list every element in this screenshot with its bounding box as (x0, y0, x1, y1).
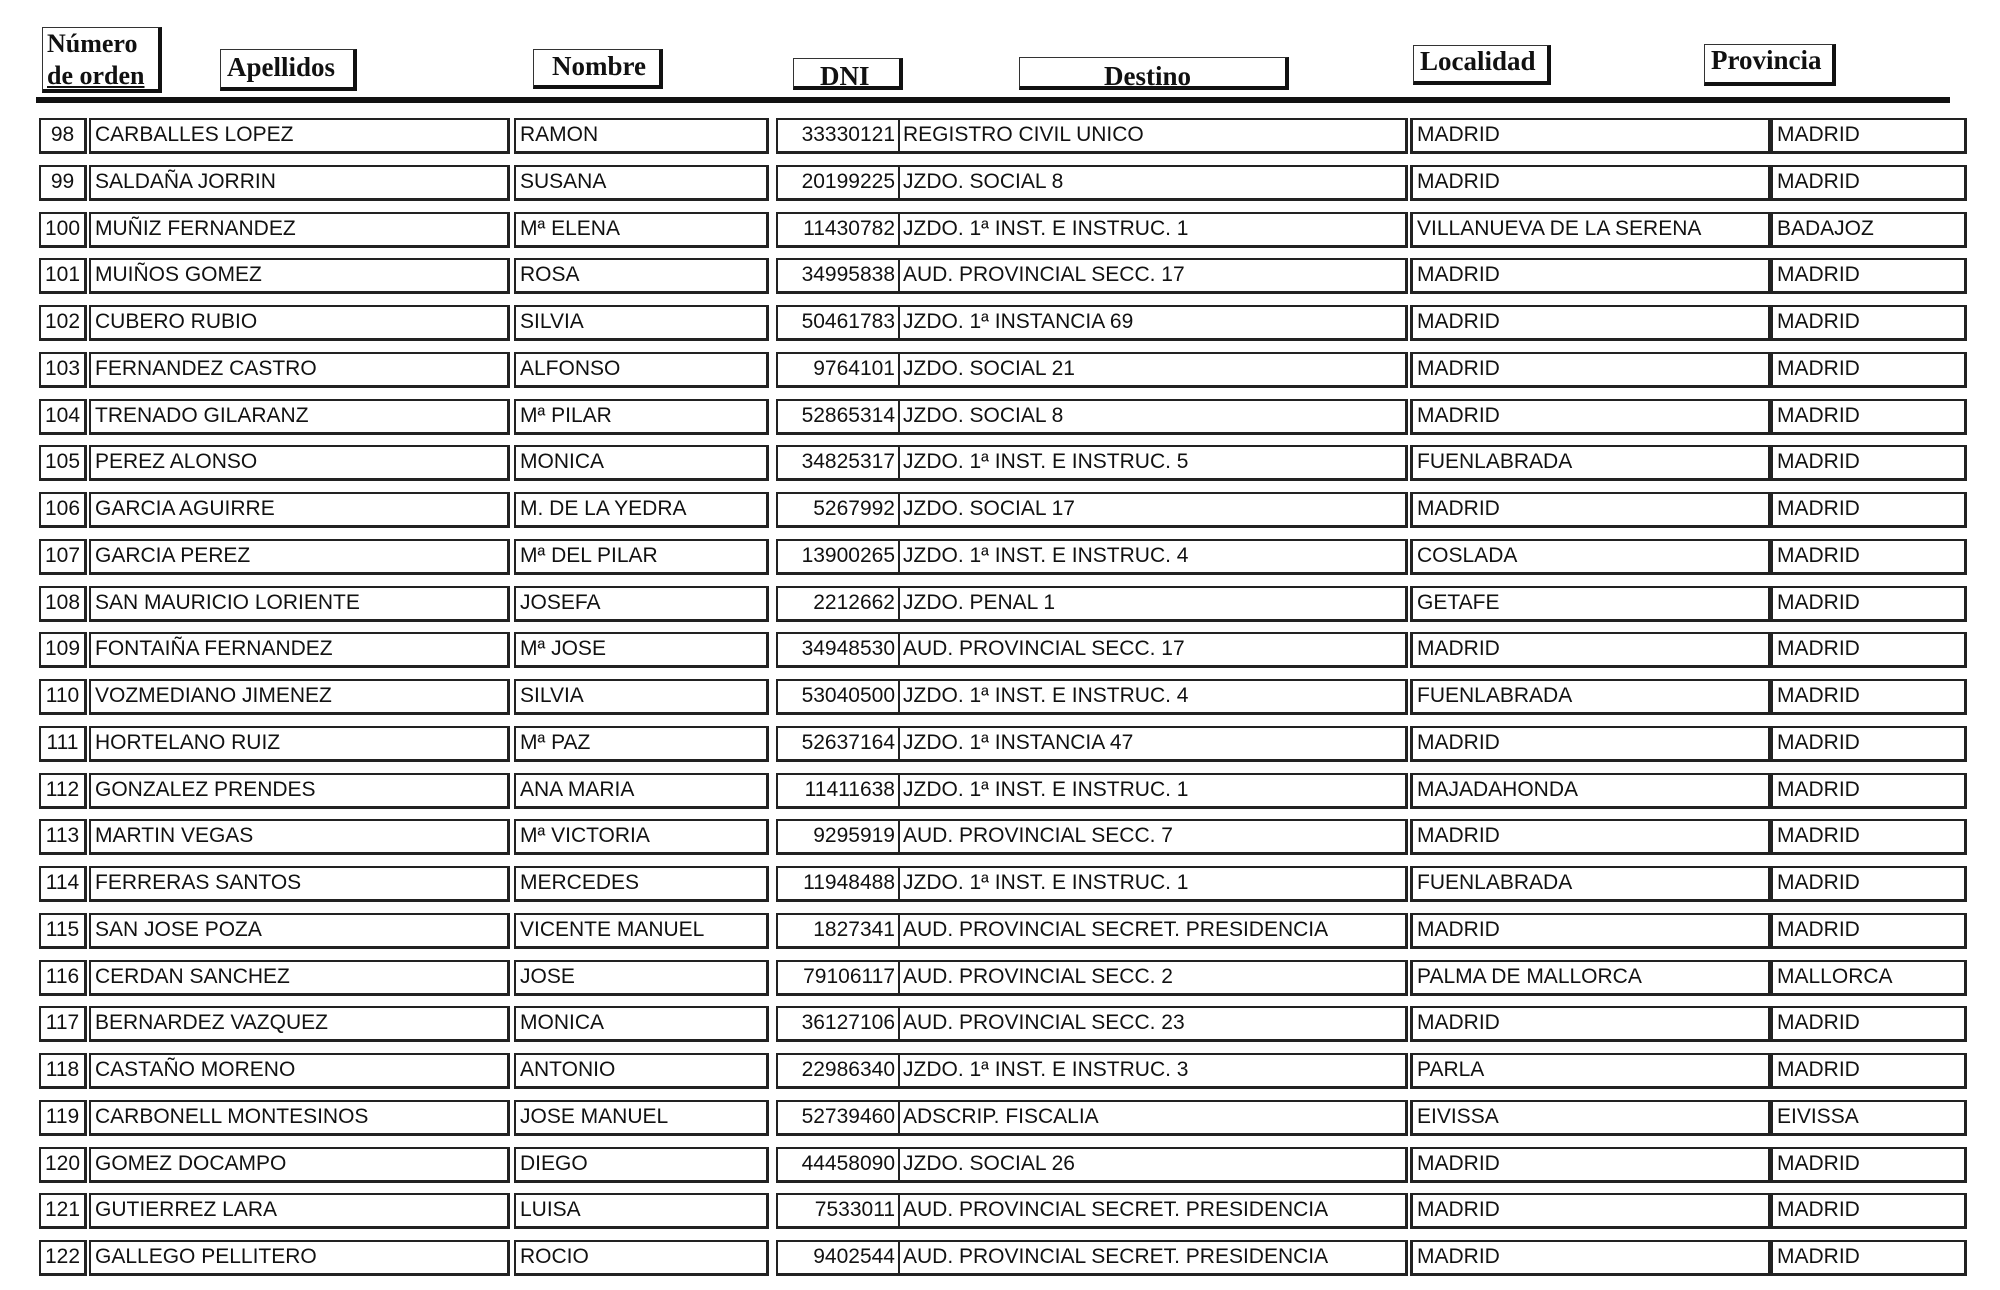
destino-cell: JZDO. SOCIAL 8 (899, 165, 1408, 201)
row-number: 98 (39, 118, 87, 154)
row-number: 121 (39, 1193, 87, 1229)
provincia-cell: MADRID (1771, 1240, 1967, 1276)
row-number: 117 (39, 1006, 87, 1042)
dni-cell: 52865314 (776, 399, 899, 435)
header-numero-orden (42, 27, 162, 93)
destino-cell: JZDO. SOCIAL 8 (899, 399, 1408, 435)
table-row (0, 539, 2000, 575)
localidad-cell: MADRID (1410, 819, 1771, 855)
row-number: 100 (39, 212, 87, 248)
destino-cell: JZDO. 1ª INST. E INSTRUC. 4 (899, 539, 1408, 575)
nombre-cell: M. DE LA YEDRA (514, 492, 769, 528)
dni-cell: 79106117 (776, 960, 899, 996)
dni-cell: 11411638 (776, 773, 899, 809)
localidad-cell: GETAFE (1410, 586, 1771, 622)
localidad-cell: MADRID (1410, 258, 1771, 294)
dni-cell: 34948530 (776, 632, 899, 668)
localidad-cell: PALMA DE MALLORCA (1410, 960, 1771, 996)
apellidos-cell: CUBERO RUBIO (89, 305, 510, 341)
destino-cell: AUD. PROVINCIAL SECC. 23 (899, 1006, 1408, 1042)
nombre-cell: Mª PILAR (514, 399, 769, 435)
localidad-cell: MADRID (1410, 352, 1771, 388)
dni-cell: 13900265 (776, 539, 899, 575)
destino-cell: JZDO. SOCIAL 17 (899, 492, 1408, 528)
apellidos-cell: FERNANDEZ CASTRO (89, 352, 510, 388)
nombre-cell: JOSE MANUEL (514, 1100, 769, 1136)
table-row (0, 305, 2000, 341)
table-row (0, 1147, 2000, 1183)
destino-cell: JZDO. 1ª INST. E INSTRUC. 5 (899, 445, 1408, 481)
table-row (0, 492, 2000, 528)
localidad-cell: FUENLABRADA (1410, 866, 1771, 902)
localidad-cell: MADRID (1410, 1193, 1771, 1229)
destino-cell: AUD. PROVINCIAL SECC. 7 (899, 819, 1408, 855)
header-divider (36, 97, 1950, 103)
apellidos-cell: TRENADO GILARANZ (89, 399, 510, 435)
table-row (0, 773, 2000, 809)
provincia-cell: MADRID (1771, 632, 1967, 668)
table-row (0, 679, 2000, 715)
table-row (0, 586, 2000, 622)
apellidos-cell: GOMEZ DOCAMPO (89, 1147, 510, 1183)
nombre-cell: ANA MARIA (514, 773, 769, 809)
provincia-cell: MADRID (1771, 539, 1967, 575)
dni-cell: 33330121 (776, 118, 899, 154)
destino-cell: ADSCRIP. FISCALIA (899, 1100, 1408, 1136)
table-row (0, 632, 2000, 668)
nombre-cell: ROCIO (514, 1240, 769, 1276)
apellidos-cell: SALDAÑA JORRIN (89, 165, 510, 201)
row-number: 101 (39, 258, 87, 294)
table-row (0, 352, 2000, 388)
apellidos-cell: PEREZ ALONSO (89, 445, 510, 481)
destino-cell: JZDO. 1ª INST. E INSTRUC. 1 (899, 212, 1408, 248)
localidad-cell: MADRID (1410, 165, 1771, 201)
dni-cell: 20199225 (776, 165, 899, 201)
nombre-cell: SILVIA (514, 679, 769, 715)
provincia-cell: MADRID (1771, 1147, 1967, 1183)
apellidos-cell: GARCIA AGUIRRE (89, 492, 510, 528)
table-row (0, 1193, 2000, 1229)
dni-cell: 36127106 (776, 1006, 899, 1042)
row-number: 104 (39, 399, 87, 435)
apellidos-cell: VOZMEDIANO JIMENEZ (89, 679, 510, 715)
dni-cell: 9764101 (776, 352, 899, 388)
provincia-cell: MADRID (1771, 118, 1967, 154)
apellidos-cell: SAN JOSE POZA (89, 913, 510, 949)
provincia-cell: MADRID (1771, 679, 1967, 715)
provincia-cell: MADRID (1771, 773, 1967, 809)
dni-cell: 11948488 (776, 866, 899, 902)
table-row (0, 212, 2000, 248)
destino-cell: JZDO. 1ª INST. E INSTRUC. 1 (899, 773, 1408, 809)
localidad-cell: MADRID (1410, 1147, 1771, 1183)
localidad-cell: MADRID (1410, 399, 1771, 435)
apellidos-cell: BERNARDEZ VAZQUEZ (89, 1006, 510, 1042)
table-row (0, 1240, 2000, 1276)
destino-cell: JZDO. 1ª INSTANCIA 69 (899, 305, 1408, 341)
provincia-cell: MADRID (1771, 352, 1967, 388)
dni-cell: 34825317 (776, 445, 899, 481)
destino-cell: JZDO. 1ª INST. E INSTRUC. 1 (899, 866, 1408, 902)
table-row (0, 399, 2000, 435)
localidad-cell: MADRID (1410, 305, 1771, 341)
table-row (0, 445, 2000, 481)
table-row (0, 118, 2000, 154)
table-row (0, 913, 2000, 949)
dni-cell: 1827341 (776, 913, 899, 949)
localidad-cell: EIVISSA (1410, 1100, 1771, 1136)
nombre-cell: Mª ELENA (514, 212, 769, 248)
provincia-cell: MADRID (1771, 819, 1967, 855)
localidad-cell: PARLA (1410, 1053, 1771, 1089)
row-number: 112 (39, 773, 87, 809)
row-number: 113 (39, 819, 87, 855)
nombre-cell: Mª PAZ (514, 726, 769, 762)
nombre-cell: ANTONIO (514, 1053, 769, 1089)
nombre-cell: Mª JOSE (514, 632, 769, 668)
provincia-cell: MADRID (1771, 866, 1967, 902)
nombre-cell: Mª VICTORIA (514, 819, 769, 855)
provincia-cell: MADRID (1771, 305, 1967, 341)
localidad-cell: MADRID (1410, 1240, 1771, 1276)
dni-cell: 11430782 (776, 212, 899, 248)
row-number: 99 (39, 165, 87, 201)
destino-cell: AUD. PROVINCIAL SECC. 17 (899, 258, 1408, 294)
localidad-cell: VILLANUEVA DE LA SERENA (1410, 212, 1771, 248)
row-number: 109 (39, 632, 87, 668)
table-row (0, 1053, 2000, 1089)
table-row (0, 258, 2000, 294)
nombre-cell: ROSA (514, 258, 769, 294)
provincia-cell: MADRID (1771, 1053, 1967, 1089)
nombre-cell: MERCEDES (514, 866, 769, 902)
nombre-cell: RAMON (514, 118, 769, 154)
header-dni: DNI (793, 58, 903, 90)
row-number: 120 (39, 1147, 87, 1183)
dni-cell: 53040500 (776, 679, 899, 715)
nombre-cell: DIEGO (514, 1147, 769, 1183)
destino-cell: AUD. PROVINCIAL SECRET. PRESIDENCIA (899, 1240, 1408, 1276)
localidad-cell: MAJADAHONDA (1410, 773, 1771, 809)
apellidos-cell: MUIÑOS GOMEZ (89, 258, 510, 294)
row-number: 105 (39, 445, 87, 481)
dni-cell: 44458090 (776, 1147, 899, 1183)
provincia-cell: MADRID (1771, 258, 1967, 294)
destino-cell: JZDO. 1ª INST. E INSTRUC. 3 (899, 1053, 1408, 1089)
dni-cell: 7533011 (776, 1193, 899, 1229)
provincia-cell: MADRID (1771, 726, 1967, 762)
table-row (0, 726, 2000, 762)
localidad-cell: MADRID (1410, 632, 1771, 668)
apellidos-cell: GALLEGO PELLITERO (89, 1240, 510, 1276)
destino-cell: JZDO. SOCIAL 26 (899, 1147, 1408, 1183)
table-row (0, 866, 2000, 902)
destino-cell: JZDO. SOCIAL 21 (899, 352, 1408, 388)
provincia-cell: MADRID (1771, 913, 1967, 949)
localidad-cell: MADRID (1410, 492, 1771, 528)
row-number: 119 (39, 1100, 87, 1136)
header-destino: Destino (1019, 57, 1289, 90)
header-numero-line1: Número (47, 29, 138, 58)
apellidos-cell: CERDAN SANCHEZ (89, 960, 510, 996)
nombre-cell: SILVIA (514, 305, 769, 341)
apellidos-cell: SAN MAURICIO LORIENTE (89, 586, 510, 622)
localidad-cell: MADRID (1410, 1006, 1771, 1042)
table-row (0, 165, 2000, 201)
provincia-cell: EIVISSA (1771, 1100, 1967, 1136)
dni-cell: 22986340 (776, 1053, 899, 1089)
apellidos-cell: GARCIA PEREZ (89, 539, 510, 575)
provincia-cell: MADRID (1771, 1006, 1967, 1042)
dni-cell: 2212662 (776, 586, 899, 622)
table-row (0, 1100, 2000, 1136)
dni-cell: 5267992 (776, 492, 899, 528)
apellidos-cell: GUTIERREZ LARA (89, 1193, 510, 1229)
row-number: 118 (39, 1053, 87, 1089)
apellidos-cell: FERRERAS SANTOS (89, 866, 510, 902)
nombre-cell: VICENTE MANUEL (514, 913, 769, 949)
row-number: 106 (39, 492, 87, 528)
header-apellidos: Apellidos (220, 49, 357, 91)
table-row (0, 819, 2000, 855)
header-localidad: Localidad (1413, 45, 1551, 85)
apellidos-cell: HORTELANO RUIZ (89, 726, 510, 762)
row-number: 122 (39, 1240, 87, 1276)
provincia-cell: MADRID (1771, 586, 1967, 622)
destino-cell: JZDO. 1ª INSTANCIA 47 (899, 726, 1408, 762)
apellidos-cell: CARBALLES LOPEZ (89, 118, 510, 154)
destino-cell: JZDO. 1ª INST. E INSTRUC. 4 (899, 679, 1408, 715)
destino-cell: AUD. PROVINCIAL SECC. 2 (899, 960, 1408, 996)
header-numero-line2: de orden (47, 61, 145, 90)
destino-cell: AUD. PROVINCIAL SECRET. PRESIDENCIA (899, 913, 1408, 949)
localidad-cell: FUENLABRADA (1410, 679, 1771, 715)
apellidos-cell: GONZALEZ PRENDES (89, 773, 510, 809)
nombre-cell: SUSANA (514, 165, 769, 201)
nombre-cell: LUISA (514, 1193, 769, 1229)
row-number: 110 (39, 679, 87, 715)
apellidos-cell: MARTIN VEGAS (89, 819, 510, 855)
destino-cell: REGISTRO CIVIL UNICO (899, 118, 1408, 154)
localidad-cell: MADRID (1410, 726, 1771, 762)
dni-cell: 52637164 (776, 726, 899, 762)
apellidos-cell: CARBONELL MONTESINOS (89, 1100, 510, 1136)
destino-cell: AUD. PROVINCIAL SECC. 17 (899, 632, 1408, 668)
row-number: 102 (39, 305, 87, 341)
provincia-cell: BADAJOZ (1771, 212, 1967, 248)
row-number: 107 (39, 539, 87, 575)
row-number: 115 (39, 913, 87, 949)
provincia-cell: MADRID (1771, 1193, 1967, 1229)
row-number: 114 (39, 866, 87, 902)
destino-cell: JZDO. PENAL 1 (899, 586, 1408, 622)
apellidos-cell: MUÑIZ FERNANDEZ (89, 212, 510, 248)
nombre-cell: Mª DEL PILAR (514, 539, 769, 575)
localidad-cell: FUENLABRADA (1410, 445, 1771, 481)
nombre-cell: MONICA (514, 445, 769, 481)
nombre-cell: JOSEFA (514, 586, 769, 622)
provincia-cell: MADRID (1771, 445, 1967, 481)
row-number: 111 (39, 726, 87, 762)
header-nombre: Nombre (533, 49, 663, 89)
nombre-cell: ALFONSO (514, 352, 769, 388)
destino-cell: AUD. PROVINCIAL SECRET. PRESIDENCIA (899, 1193, 1408, 1229)
table-row (0, 1006, 2000, 1042)
row-number: 108 (39, 586, 87, 622)
nombre-cell: MONICA (514, 1006, 769, 1042)
row-number: 116 (39, 960, 87, 996)
provincia-cell: MALLORCA (1771, 960, 1967, 996)
apellidos-cell: CASTAÑO MORENO (89, 1053, 510, 1089)
dni-cell: 9402544 (776, 1240, 899, 1276)
header-provincia: Provincia (1704, 44, 1836, 86)
provincia-cell: MADRID (1771, 492, 1967, 528)
dni-cell: 50461783 (776, 305, 899, 341)
localidad-cell: COSLADA (1410, 539, 1771, 575)
dni-cell: 9295919 (776, 819, 899, 855)
apellidos-cell: FONTAIÑA FERNANDEZ (89, 632, 510, 668)
dni-cell: 34995838 (776, 258, 899, 294)
row-number: 103 (39, 352, 87, 388)
localidad-cell: MADRID (1410, 913, 1771, 949)
localidad-cell: MADRID (1410, 118, 1771, 154)
table-row (0, 960, 2000, 996)
nombre-cell: JOSE (514, 960, 769, 996)
dni-cell: 52739460 (776, 1100, 899, 1136)
provincia-cell: MADRID (1771, 399, 1967, 435)
provincia-cell: MADRID (1771, 165, 1967, 201)
